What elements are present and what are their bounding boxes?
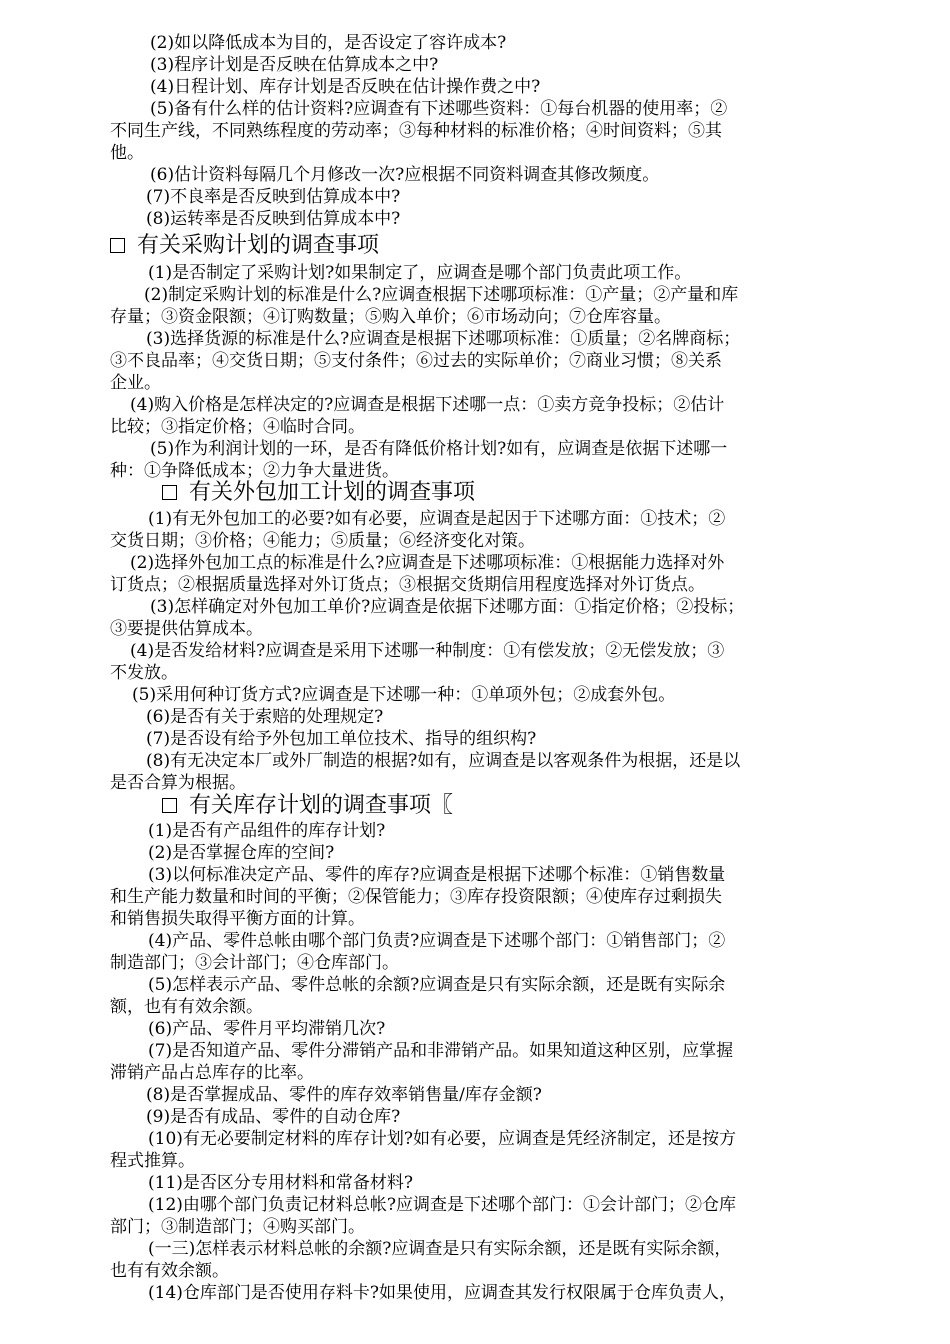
- paragraph-line: 他。: [110, 143, 144, 163]
- section-heading: [110, 233, 379, 259]
- paragraph-line: 和生产能力数量和时间的平衡；②保管能力；③库存投资限额；④使库存过剩损失: [110, 887, 722, 907]
- section-title: 有关外包加工计划的调查事项: [189, 480, 476, 505]
- paragraph-line: (3)选择货源的标准是什么?应调查是根据下述哪项标准：①质量；②名牌商标；: [146, 329, 741, 349]
- paragraph-line: 额，也有有效余额。: [110, 997, 263, 1017]
- section-3-body: [110, 820, 822, 1304]
- paragraph-line: 不同生产线，不同熟练程度的劳动率；③每种材料的标准价格；④时间资料；⑤其: [110, 121, 722, 141]
- paragraph-line: 部门；③制造部门；④购买部门。: [110, 1217, 365, 1237]
- paragraph-line: (7)是否知道产品、零件分滞销产品和非滞销产品。如果知道这种区别，应掌握: [148, 1041, 734, 1061]
- paragraph-line: (14)仓库部门是否使用存料卡?如果使用，应调查其发行权限属于仓库负责人，: [148, 1283, 737, 1303]
- section-title: 有关库存计划的调查事项〖: [189, 793, 454, 818]
- paragraph-line: (4)产品、零件总帐由哪个部门负责?应调查是下述哪个部门：①销售部门；②: [148, 931, 726, 951]
- paragraph-line: (5)备有什么样的估计资料?应调查有下述哪些资料：①每台机器的使用率；②: [150, 99, 728, 119]
- section-1-body: [110, 262, 822, 482]
- section-title: 有关采购计划的调查事项: [137, 233, 380, 258]
- checkbox-square-icon: [162, 798, 177, 813]
- paragraph-line: (6)是否有关于索赔的处理规定?: [146, 707, 384, 727]
- paragraph-line: 交货日期；③价格；④能力；⑤质量；⑥经济变化对策。: [110, 531, 535, 551]
- paragraph-line: (11)是否区分专用材料和常备材料?: [148, 1173, 414, 1193]
- paragraph-line: (7)是否设有给予外包加工单位技术、指导的组织构?: [146, 729, 537, 749]
- paragraph-line: 订货点；②根据质量选择对外订货点；③根据交货期信用程度选择对外订货点。: [110, 575, 705, 595]
- paragraph-line: (1)有无外包加工的必要?如有必要，应调查是起因于下述哪方面：①技术；②: [148, 509, 726, 529]
- paragraph-line: 存量；③资金限额；④订购数量；⑤购入单价；⑥市场动向；⑦仓库容量。: [110, 307, 671, 327]
- checkbox-square-icon: [110, 238, 125, 253]
- paragraph-line: ③不良品率；④交货日期；⑤支付条件；⑥过去的实际单价；⑦商业习惯；⑧关系: [110, 351, 722, 371]
- paragraph-line: (1)是否制定了采购计划?如果制定了，应调查是哪个部门负责此项工作。: [148, 263, 692, 283]
- paragraph-line: (3)怎样确定对外包加工单价?应调查是依据下述哪方面：①指定价格；②投标；: [150, 597, 745, 617]
- paragraph-line: 制造部门；③会计部门；④仓库部门。: [110, 953, 399, 973]
- section-heading: [162, 793, 453, 819]
- paragraph-line: (4)是否发给材料?应调查是采用下述哪一种制度：①有偿发放；②无偿发放；③: [130, 641, 725, 661]
- paragraph-line: (8)是否掌握成品、零件的库存效率销售量/库存金额?: [146, 1085, 542, 1105]
- checkbox-square-icon: [162, 485, 177, 500]
- paragraph-line: 和销售损失取得平衡方面的计算。: [110, 909, 365, 929]
- paragraph-line: 比较；③指定价格；④临时合同。: [110, 417, 365, 437]
- paragraph-line: (1)是否有产品组件的库存计划?: [148, 821, 386, 841]
- paragraph-line: 是否合算为根据。: [110, 773, 246, 793]
- section-2-body: [110, 508, 822, 794]
- paragraph-line: (9)是否有成品、零件的自动仓库?: [146, 1107, 401, 1127]
- paragraph-line: (5)怎样表示产品、零件总帐的余额?应调查是只有实际余额，还是既有实际余: [148, 975, 726, 995]
- paragraph-line: (8)运转率是否反映到估算成本中?: [146, 209, 401, 229]
- paragraph-line: (3)程序计划是否反映在估算成本之中?: [150, 55, 439, 75]
- paragraph-line: (4)日程计划、库存计划是否反映在估计操作费之中?: [150, 77, 541, 97]
- paragraph-line: (2)制定采购计划的标准是什么?应调查根据下述哪项标准：①产量；②产量和库: [144, 285, 739, 305]
- paragraph-line: (8)有无决定本厂或外厂制造的根据?如有，应调查是以客观条件为根据，还是以: [146, 751, 741, 771]
- paragraph-line: (12)由哪个部门负责记材料总帐?应调查是下述哪个部门：①会计部门；②仓库: [148, 1195, 737, 1215]
- section-0-body: [110, 32, 822, 230]
- paragraph-line: 不发放。: [110, 663, 178, 683]
- paragraph-line: (5)作为利润计划的一环，是否有降低价格计划?如有，应调查是依据下述哪一: [150, 439, 728, 459]
- paragraph-line: (4)购入价格是怎样决定的?应调查是根据下述哪一点：①卖方竞争投标；②估计: [130, 395, 725, 415]
- section-heading: [162, 480, 475, 506]
- paragraph-line: 也有有效余额。: [110, 1261, 229, 1281]
- paragraph-line: (5)采用何种订货方式?应调查是下述哪一种：①单项外包；②成套外包。: [132, 685, 676, 705]
- paragraph-line: ③要提供估算成本。: [110, 619, 263, 639]
- paragraph-line: 滞销产品占总库存的比率。: [110, 1063, 314, 1083]
- paragraph-line: 企业。: [110, 373, 161, 393]
- paragraph-line: (7)不良率是否反映到估算成本中?: [146, 187, 401, 207]
- paragraph-line: (2)如以降低成本为目的，是否设定了容许成本?: [150, 33, 507, 53]
- paragraph-line: (10)有无必要制定材料的库存计划?如有必要，应调查是凭经济制定，还是按方: [148, 1129, 737, 1149]
- paragraph-line: (一三)怎样表示材料总帐的余额?应调查是只有实际余额，还是既有实际余额，: [148, 1239, 732, 1259]
- paragraph-line: (6)估计资料每隔几个月修改一次?应根据不同资料调查其修改频度。: [150, 165, 660, 185]
- paragraph-line: (3)以何标准决定产品、零件的库存?应调查是根据下述哪个标准：①销售数量: [148, 865, 726, 885]
- paragraph-line: 程式推算。: [110, 1151, 195, 1171]
- paragraph-line: (2)选择外包加工点的标准是什么?应调查是下述哪项标准：①根据能力选择对外: [130, 553, 725, 573]
- paragraph-line: 种：①争降低成本；②力争大量进货。: [110, 461, 399, 481]
- paragraph-line: (2)是否掌握仓库的空间?: [148, 843, 335, 863]
- paragraph-line: (6)产品、零件月平均滞销几次?: [148, 1019, 386, 1039]
